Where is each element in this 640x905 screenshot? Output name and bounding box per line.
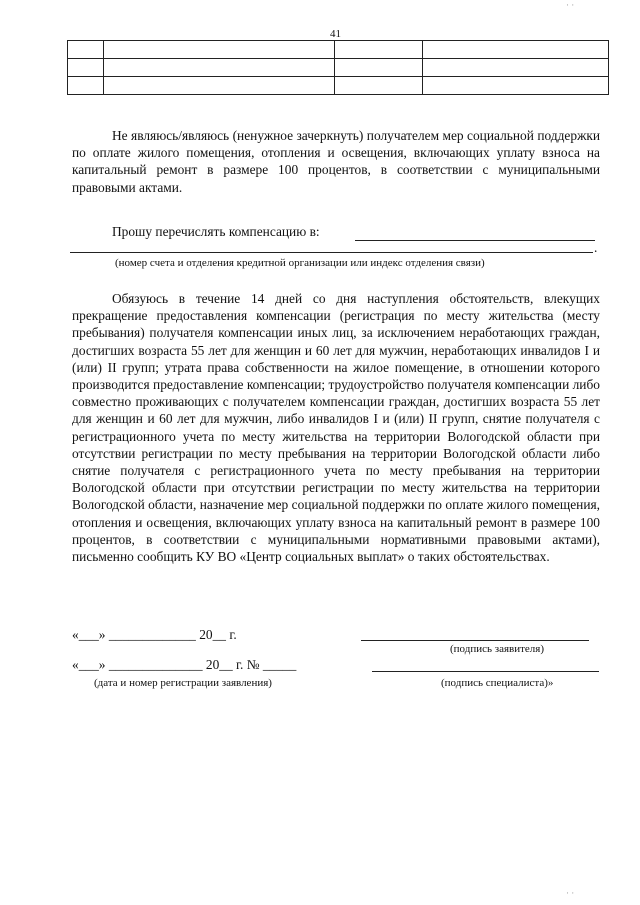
account-field-line-2[interactable]: [70, 252, 593, 253]
registration-date-number[interactable]: «___» ______________ 20__ г. № _____: [72, 657, 297, 672]
scan-mark: · ·: [566, 0, 575, 10]
applicant-signature-caption: (подпись заявителя): [450, 643, 545, 655]
obligation-paragraph: Обязуюсь в течение 14 дней со дня наступления обстоятельств, влекущих прекращение предоставления компенсации (регистрация по месту жительства (месту пребывания) получателя компенсации иных лиц, за исключением неработающих граждан, достигших возраста 55 лет для женщин и 60 лет для мужчин, неработающих инвалидов I и (или) II групп; утрата права собственности на жилое помещение, в отношении которого производится предоставление компенсации; трудоустройство получателя компенсации либо совместно проживающих с получателем компенсации граждан, достигших возраста 55 лет для женщин и 60 лет для мужчин, либо инвалидов I и (или) II групп, снятие получателя с регистрационного учета по месту жительства на территории Вологодской области при отсутствии регистрации по месту пребывания на территории Вологодской области либо снятие получателя с регистрационного учета по месту пребывания на территории Вологодской области при отсутствии регистрации по месту жительства на территории Вологодской области, назначение мер социальной поддержки по оплате жилого помещения, отопления и освещения, включающих уплату взноса на капитальный ремонт в размере 100 процентов, в соответствии с муниципальными нормативными правовыми актами), письменно сообщить КУ ВО «Центр социальных выплат» о таких обстоятельствах.: [72, 291, 600, 565]
table-row: [68, 41, 609, 59]
page-number: 41: [330, 28, 341, 40]
data-table: [67, 40, 609, 95]
table-row: [68, 77, 609, 95]
transfer-request-label: Прошу перечислять компенсацию в:: [112, 224, 320, 239]
account-field-end: .: [594, 240, 598, 255]
specialist-signature-line[interactable]: [372, 671, 599, 672]
registration-caption: (дата и номер регистрации заявления): [94, 677, 272, 689]
application-date[interactable]: «___» _____________ 20__ г.: [72, 627, 237, 642]
scan-mark: · ·: [566, 888, 575, 898]
declaration-paragraph: Не являюсь/являюсь (ненужное зачеркнуть) получателем мер социальной поддержки по оплате жилого помещения, отопления и освещения, включающих уплату взноса на капитальный ремонт в размере 100 процентов, в соответствии с муниципальными правовыми актами.: [72, 128, 600, 195]
account-caption: (номер счета и отделения кредитной организации или индекс отделения связи): [115, 257, 485, 269]
applicant-signature-line[interactable]: [361, 640, 589, 641]
account-field-line-1[interactable]: [355, 240, 595, 241]
table-row: [68, 59, 609, 77]
specialist-signature-caption: (подпись специалиста)»: [441, 677, 554, 689]
